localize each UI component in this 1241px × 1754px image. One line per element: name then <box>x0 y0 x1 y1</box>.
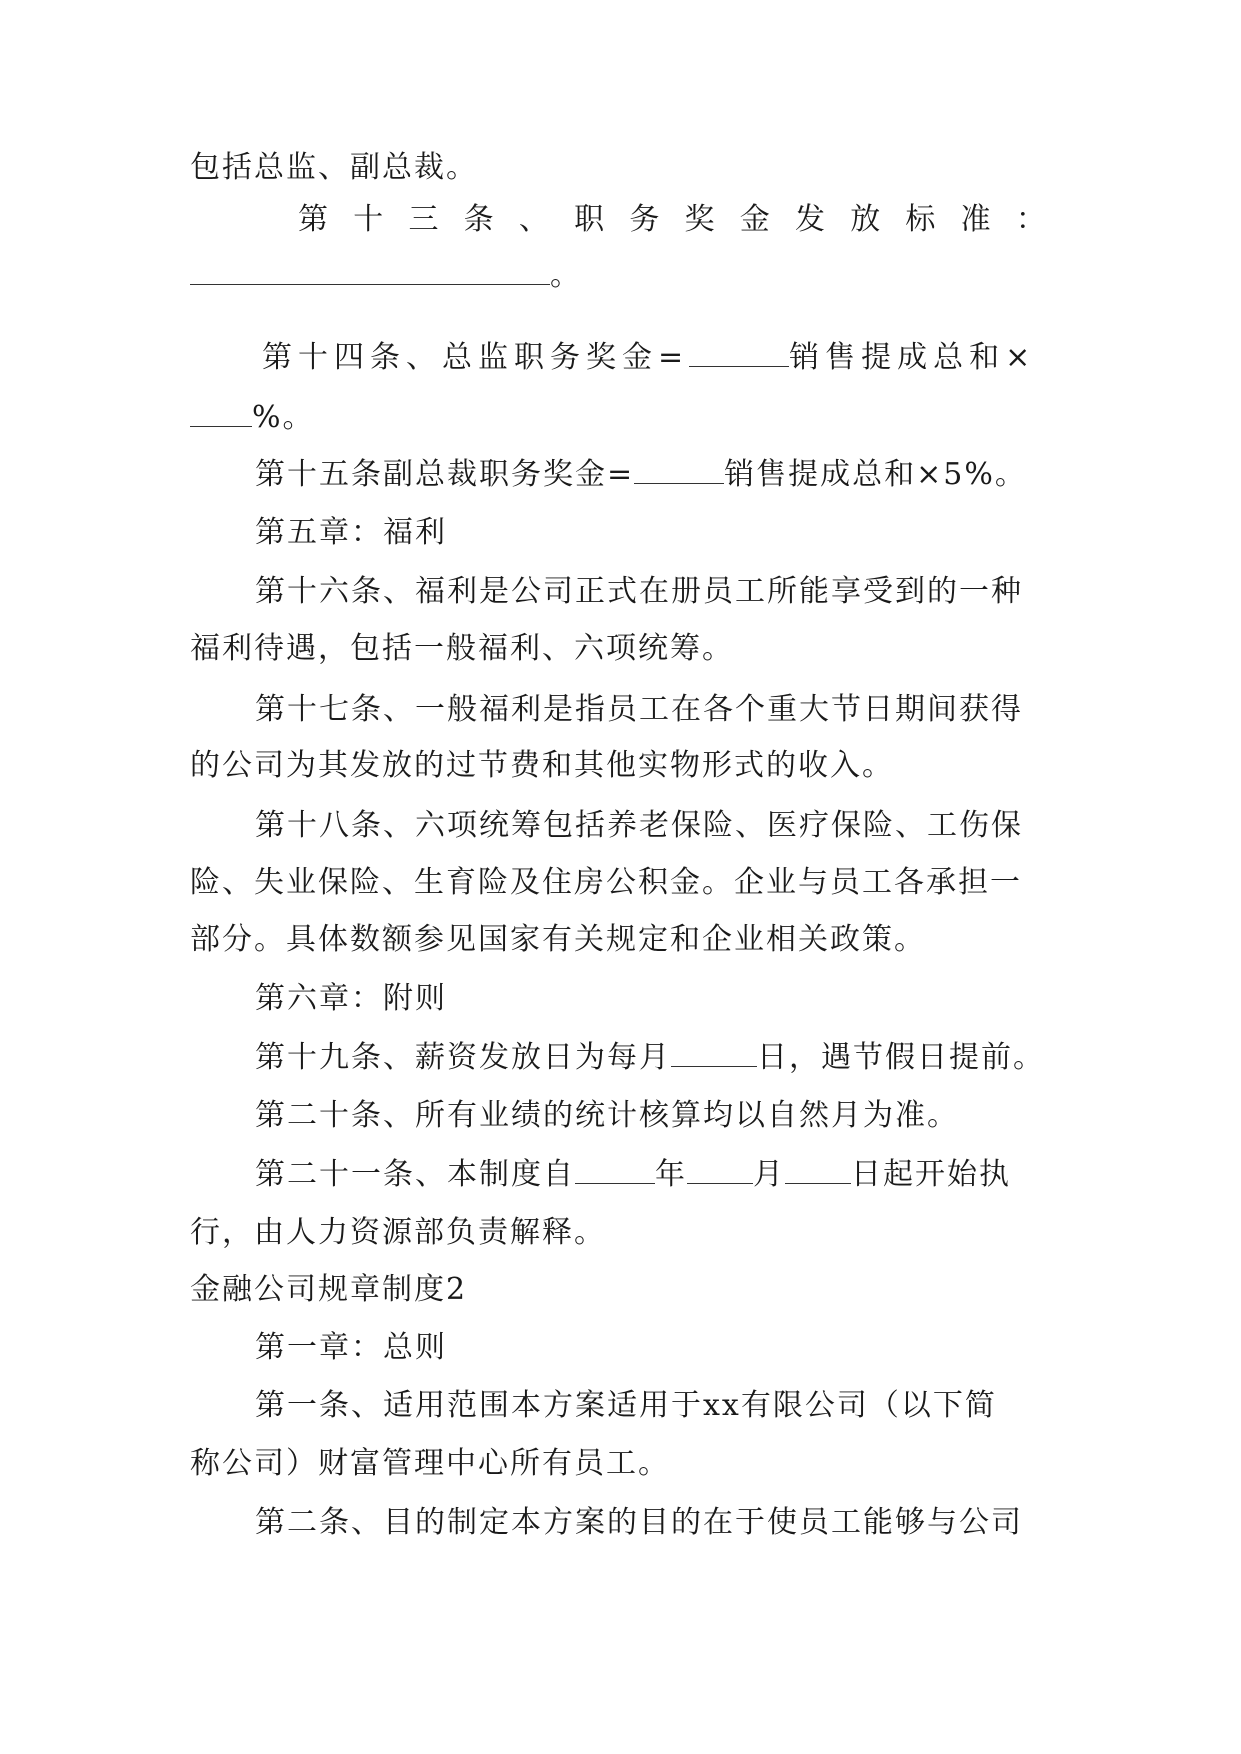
text-line: 第二条、目的制定本方案的目的在于使员工能够与公司 <box>255 1505 1023 1540</box>
fill-blank <box>190 258 550 285</box>
text-line <box>255 1155 1011 1195</box>
heading-char: 第 <box>298 202 328 237</box>
fill-blank <box>687 1157 753 1184</box>
text-line <box>262 338 1036 378</box>
fill-blank <box>634 457 724 484</box>
heading-char: ： <box>1015 202 1046 237</box>
text-line: 第十八条、六项统筹包括养老保险、医疗保险、工伤保 <box>255 808 1023 843</box>
text-line: 包括总监、副总裁。 <box>190 150 478 185</box>
line-part: 第十九条、薪资发放日为每月 <box>255 1040 671 1075</box>
text-line: 第十七条、一般福利是指员工在各个重大节日期间获得 <box>255 692 1023 727</box>
text-line: 称公司）财富管理中心所有员工。 <box>190 1446 670 1481</box>
heading-char: 金 <box>739 202 770 237</box>
line-part: 第十五条副总裁职务奖金= <box>255 457 635 492</box>
line-part: 月 <box>753 1157 785 1192</box>
chapter-heading: 第六章：附则 <box>255 981 447 1016</box>
text-line <box>190 398 315 438</box>
text-line: 第十六条、福利是公司正式在册员工所能享受到的一种 <box>255 574 1023 609</box>
chapter-heading: 第一章：总则 <box>255 1330 447 1365</box>
fill-blank <box>671 1040 757 1067</box>
fill-blank <box>785 1157 851 1184</box>
fill-blank <box>575 1157 655 1184</box>
text-line: 的公司为其发放的过节费和其他实物形式的收入。 <box>190 748 894 783</box>
heading-char: 准 <box>960 202 991 237</box>
line-part: 销售提成总和×5%。 <box>724 457 1027 492</box>
text-line: 福利待遇，包括一般福利、六项统筹。 <box>190 631 734 666</box>
heading-char: 放 <box>850 202 881 237</box>
heading-char: 、 <box>518 202 549 237</box>
heading-char: 职 <box>574 202 605 237</box>
heading-char: 十 <box>353 202 384 237</box>
line-part: 日，遇节假日提前。 <box>757 1040 1045 1075</box>
fill-blank <box>689 340 789 367</box>
heading-char: 发 <box>794 202 825 237</box>
line-part: 第二十一条、本制度自 <box>255 1157 575 1192</box>
text-line <box>190 256 582 296</box>
heading-char: 条 <box>463 202 494 237</box>
text-line: 第一条、适用范围本方案适用于xx有限公司（以下简 <box>255 1388 997 1423</box>
article-13-heading <box>298 200 1046 240</box>
line-suffix: %。 <box>252 400 315 435</box>
chapter-heading: 第五章：福利 <box>255 515 447 550</box>
line-part: 日起开始执 <box>851 1157 1011 1192</box>
text-line: 行，由人力资源部负责解释。 <box>190 1215 606 1250</box>
heading-char: 奖 <box>684 202 715 237</box>
text-line: 险、失业保险、生育险及住房公积金。企业与员工各承担一 <box>190 865 1022 900</box>
line-part: 销售提成总和× <box>789 340 1037 375</box>
section-title: 金融公司规章制度2 <box>190 1272 468 1307</box>
heading-char: 务 <box>629 202 660 237</box>
text-line: 部分。具体数额参见国家有关规定和企业相关政策。 <box>190 922 926 957</box>
line-suffix: 。 <box>550 258 582 293</box>
fill-blank <box>190 400 252 427</box>
text-line: 第二十条、所有业绩的统计核算均以自然月为准。 <box>255 1098 959 1133</box>
text-line <box>255 1038 1045 1078</box>
line-part: 年 <box>655 1157 687 1192</box>
line-part: 第十四条、总监职务奖金= <box>262 340 690 375</box>
text-line <box>255 455 1027 495</box>
heading-char: 三 <box>408 202 439 237</box>
heading-char: 标 <box>905 202 936 237</box>
